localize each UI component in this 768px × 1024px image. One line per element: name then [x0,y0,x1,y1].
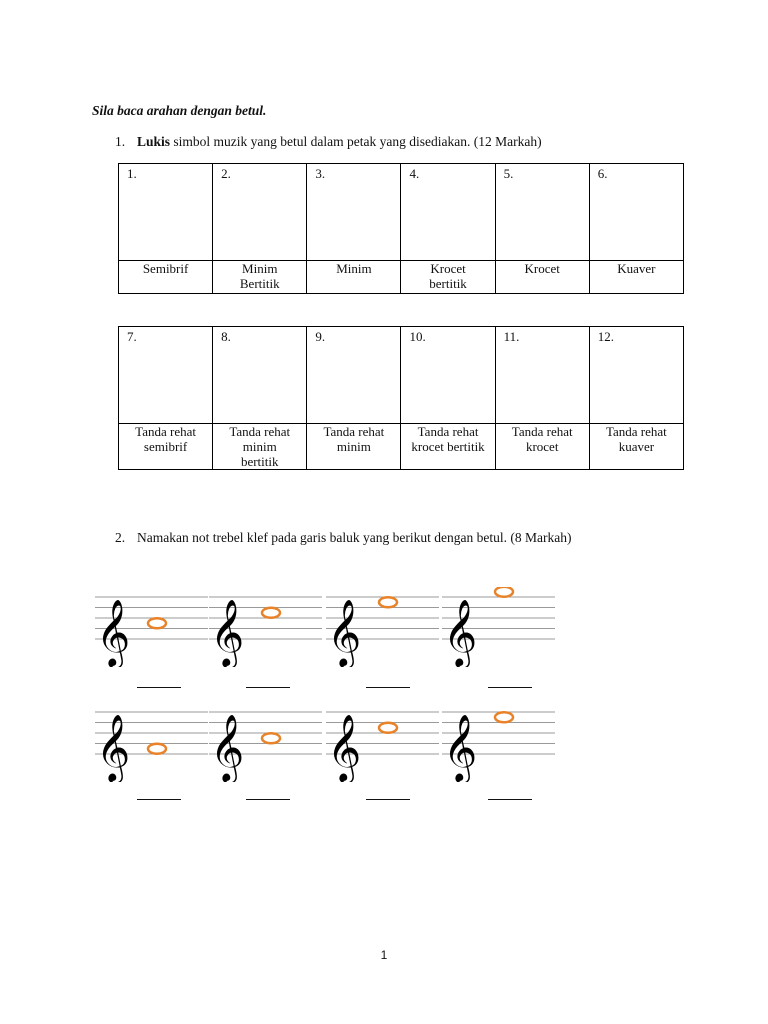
whole-note-icon [379,597,397,607]
treble-clef-icon: 𝄞 [327,713,362,781]
question-2-text: Namakan not trebel klef pada garis baluk yang berikut dengan betul. (8 Markah) [137,530,572,545]
symbol-label [495,424,589,470]
symbol-label [213,424,307,470]
table-2-label-row [119,424,684,470]
question-2-number: 2. [115,530,126,545]
symbols-table-2 [118,326,684,470]
answer-box-4[interactable]: 4. [401,164,495,261]
symbol-label-line: Kuaver [617,261,656,276]
answer-box-10[interactable]: 10. [401,327,495,424]
treble-staff [326,587,447,667]
whole-note-icon [495,587,513,597]
treble-clef-icon: 𝄞 [443,713,478,781]
treble-clef-icon: 𝄞 [327,598,362,666]
symbol-label-line: bertitik [429,276,467,291]
treble-clef-icon: 𝄞 [210,713,245,781]
question-1-number: 1. [115,134,126,149]
symbol-label-line: Bertitik [239,276,280,291]
answer-blank[interactable] [488,687,532,688]
treble-staff [209,587,330,667]
whole-note-icon [379,723,397,733]
whole-note-icon [262,733,280,743]
answer-blank[interactable] [366,799,410,800]
whole-note-icon [148,618,166,628]
answer-blank[interactable] [366,687,410,688]
answer-box-1[interactable]: 1. [119,164,213,261]
symbol-label-line: Tanda rehat [417,424,479,439]
symbol-label-line: Krocet [524,261,560,276]
symbol-label-line: Tanda rehat [135,424,196,439]
answer-blank[interactable] [488,799,532,800]
symbol-label [589,261,683,294]
symbol-label-line: krocet bertitik [411,439,485,454]
treble-staff [442,587,563,667]
symbol-label-line: Tanda rehat [605,424,667,439]
symbol-label-line: bertitik [240,454,279,469]
treble-staff [326,702,447,782]
symbol-label-line: minim [242,439,277,454]
whole-note-icon [262,608,280,618]
answer-blank[interactable] [137,687,181,688]
question-1-text [137,134,542,150]
symbol-label-line: Tanda rehat [323,424,385,439]
symbol-label-line: Minim [242,261,278,276]
symbol-label-line: Semibrif [142,261,189,276]
instruction-heading: Sila baca arahan dengan betul. [92,103,267,118]
answer-box-7[interactable]: 7. [119,327,213,424]
symbol-label [119,261,213,294]
symbol-label [495,261,589,294]
symbol-label-line: kuaver [618,439,655,454]
answer-box-5[interactable]: 5. [495,164,589,261]
symbol-label-line: Tanda rehat [511,424,573,439]
whole-note-icon [148,744,166,754]
symbol-label [401,261,495,294]
treble-staff [209,702,330,782]
whole-note-icon [495,712,513,722]
symbol-label-line: krocet [525,439,559,454]
answer-blank[interactable] [246,799,290,800]
table-1-box-row [119,164,684,261]
treble-staff [95,702,216,782]
question-1-bold: Lukis [137,134,171,149]
question-1-rest: simbol muzik yang betul dalam petak yang disediakan. (12 Markah) [170,134,542,149]
symbol-label [589,424,683,470]
treble-clef-icon: 𝄞 [210,598,245,666]
treble-clef-icon: 𝄞 [96,713,131,781]
symbol-label [401,424,495,470]
answer-box-3[interactable]: 3. [307,164,401,261]
symbol-label-line: Tanda rehat [229,424,291,439]
answer-box-9[interactable]: 9. [307,327,401,424]
table-1-label-row [119,261,684,294]
answer-box-6[interactable]: 6. [589,164,683,261]
answer-blank[interactable] [137,799,181,800]
table-2-box-row [119,327,684,424]
symbol-label [307,424,401,470]
answer-box-12[interactable]: 12. [589,327,683,424]
symbol-label [307,261,401,294]
answer-blank[interactable] [246,687,290,688]
page-number: 1 [380,948,388,962]
answer-box-2[interactable]: 2. [213,164,307,261]
treble-staff [442,702,563,782]
symbol-label-line: Krocet [430,261,466,276]
answer-box-11[interactable]: 11. [495,327,589,424]
treble-clef-icon: 𝄞 [443,598,478,666]
symbol-label-line: Minim [336,261,372,276]
answer-box-8[interactable]: 8. [213,327,307,424]
treble-clef-icon: 𝄞 [96,598,131,666]
symbol-label-line: minim [336,439,371,454]
treble-staff [95,587,216,667]
symbols-table-1 [118,163,684,294]
symbol-label-line: semibrif [143,439,188,454]
symbol-label [213,261,307,294]
symbol-label [119,424,213,470]
